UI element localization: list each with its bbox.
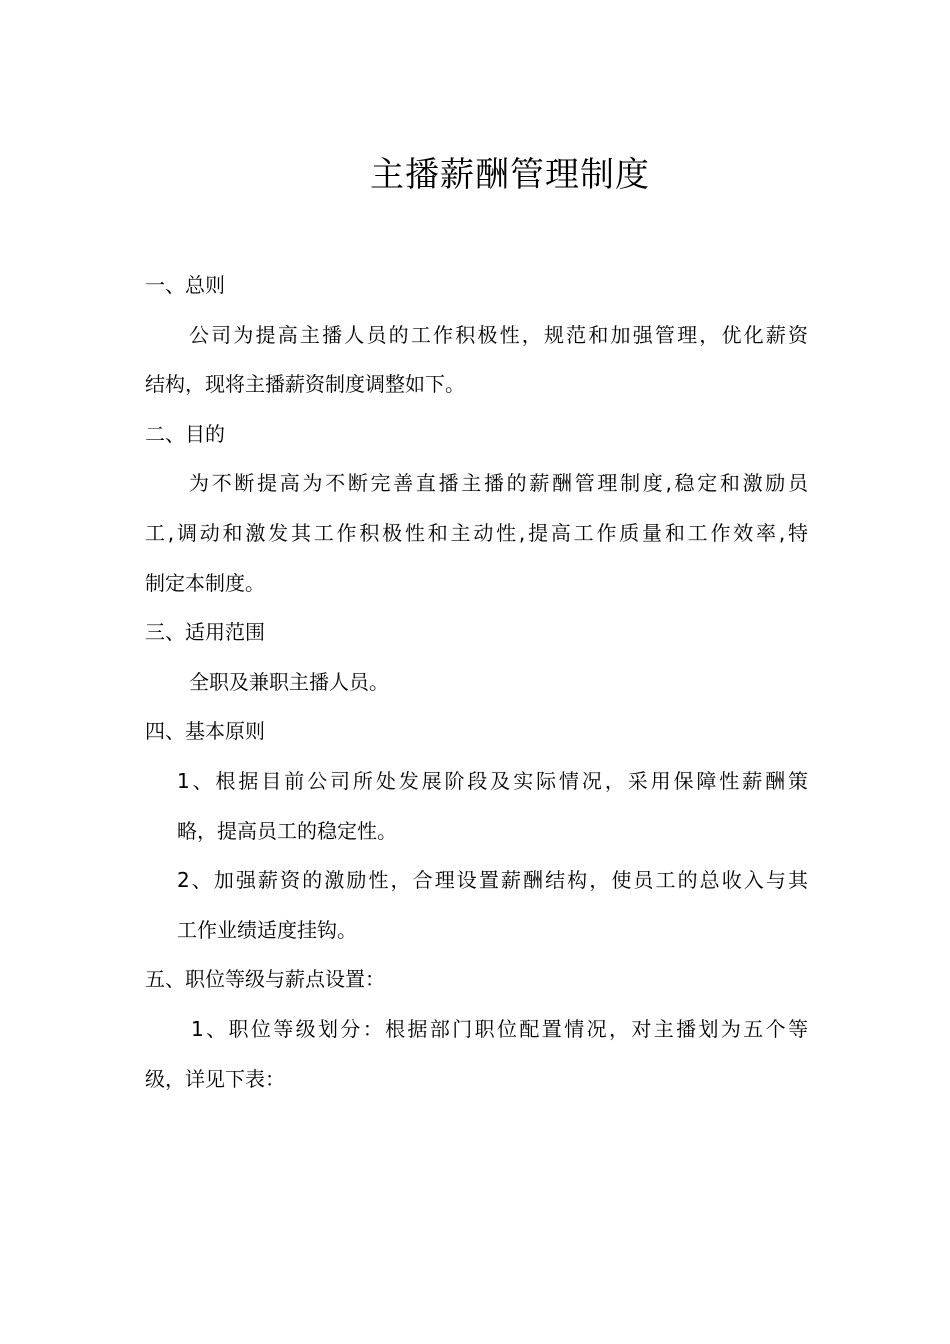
list-item-line: 级，详见下表： xyxy=(145,1066,285,1091)
section-heading-scope: 三、适用范围 xyxy=(145,620,265,645)
paragraph-line: 全职及兼职主播人员。 xyxy=(189,669,389,694)
section-heading-principles: 四、基本原则 xyxy=(145,719,265,744)
list-item-line: 2、加强薪资的激励性，合理设置薪酬结构，使员工的总收入与其 xyxy=(177,868,808,893)
list-item-line: 1、根据目前公司所处发展阶段及实际情况，采用保障性薪酬策 xyxy=(177,768,808,793)
section-heading-grades: 五、职位等级与薪点设置： xyxy=(145,967,385,992)
paragraph-line: 公司为提高主播人员的工作积极性，规范和加强管理，优化薪资 xyxy=(189,322,808,347)
paragraph-line: 制定本制度。 xyxy=(145,570,265,595)
document-title: 主播薪酬管理制度 xyxy=(370,155,650,195)
paragraph-line: 为不断提高为不断完善直播主播的薪酬管理制度,稳定和激励员 xyxy=(189,471,808,496)
list-item-line: 略，提高员工的稳定性。 xyxy=(177,818,397,843)
section-heading-general: 一、总则 xyxy=(145,273,225,297)
list-item-line: 工作业绩适度挂钩。 xyxy=(177,917,357,942)
section-heading-purpose: 二、目的 xyxy=(145,421,225,446)
document-body xyxy=(145,261,808,1104)
list-item-line: 1、职位等级划分：根据部门职位配置情况，对主播划为五个等 xyxy=(191,1016,808,1041)
paragraph-line: 结构，现将主播薪资制度调整如下。 xyxy=(145,372,465,397)
paragraph-line: 工,调动和激发其工作积极性和主动性,提高工作质量和工作效率,特 xyxy=(145,520,808,545)
